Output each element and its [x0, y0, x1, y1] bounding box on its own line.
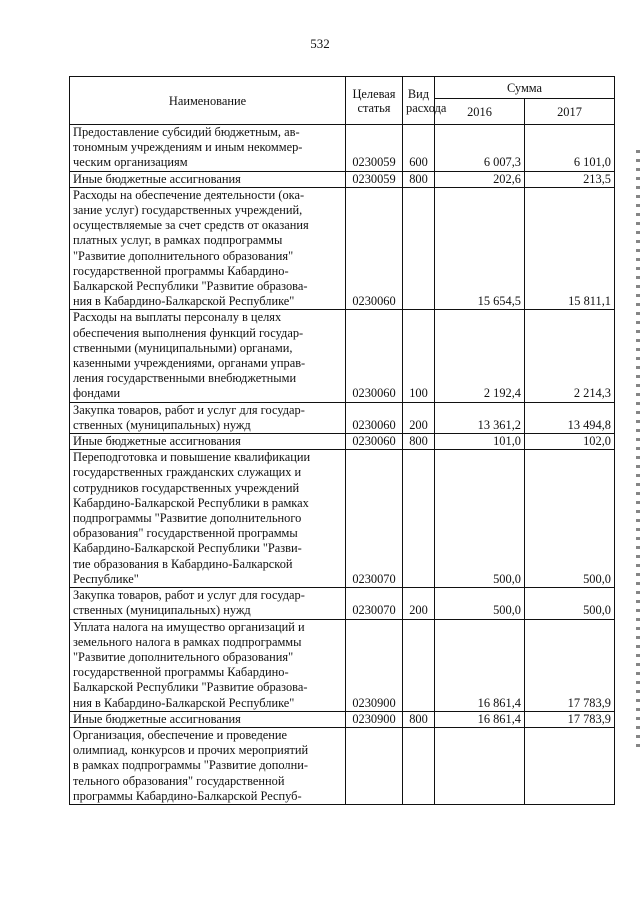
row-sum-2016: 16 861,4 — [435, 619, 525, 711]
header-name: Наименование — [70, 77, 346, 125]
row-sum-2017: 213,5 — [525, 171, 615, 187]
row-sum-2016: 13 361,2 — [435, 402, 525, 433]
table-row — [70, 125, 615, 172]
row-sum-2016: 15 654,5 — [435, 187, 525, 310]
table-row — [70, 450, 615, 588]
row-sum-2017: 500,0 — [525, 450, 615, 588]
row-code — [346, 727, 403, 804]
row-sum-2017: 2 214,3 — [525, 310, 615, 402]
row-sum-2017: 17 783,9 — [525, 619, 615, 711]
row-sum-2016: 500,0 — [435, 588, 525, 619]
row-vr: 600 — [403, 125, 435, 172]
table-row — [70, 171, 615, 187]
row-code: 0230900 — [346, 619, 403, 711]
table-row — [70, 711, 615, 727]
row-name: Закупка товаров, работ и услуг для государ- ственных (муниципальных) нужд — [70, 402, 346, 433]
header-sum: Сумма — [435, 77, 615, 99]
row-code: 0230900 — [346, 711, 403, 727]
header-vr: Вид расхода — [403, 77, 435, 125]
row-name: Иные бюджетные ассигнования — [70, 171, 346, 187]
row-vr: 800 — [403, 171, 435, 187]
table-row — [70, 434, 615, 450]
header-code: Целевая статья — [346, 77, 403, 125]
row-sum-2016: 6 007,3 — [435, 125, 525, 172]
row-name: Расходы на выплаты персоналу в целях обеспечения выполнения функций государ- ственными (муниципальными) органами, казенными учреждениями, органами управ- ления государственными внебюджетными фондами — [70, 310, 346, 402]
row-sum-2016: 101,0 — [435, 434, 525, 450]
row-name: Переподготовка и повышение квалификации государственных гражданских служащих и сотрудников государственных учреждений Кабардино-Балкарской Республики в рамках подпрограммы "Развитие дополнительного образования" государственной программы Кабардино-Балкарской Республики "Разви- тие образования в Кабардино-Балкарской Республике" — [70, 450, 346, 588]
row-code: 0230070 — [346, 588, 403, 619]
row-vr — [403, 450, 435, 588]
budget-table — [69, 76, 615, 805]
row-name: Иные бюджетные ассигнования — [70, 434, 346, 450]
row-sum-2017: 17 783,9 — [525, 711, 615, 727]
row-sum-2016: 16 861,4 — [435, 711, 525, 727]
row-name: Уплата налога на имущество организаций и земельного налога в рамках подпрограммы "Развитие дополнительного образования" государственной программы Кабардино- Балкарской Республики "Развитие образова- ния в Кабардино-Балкарской Республике" — [70, 619, 346, 711]
table-row — [70, 310, 615, 402]
row-vr: 800 — [403, 434, 435, 450]
row-code: 0230060 — [346, 402, 403, 433]
row-sum-2017: 15 811,1 — [525, 187, 615, 310]
row-code: 0230060 — [346, 187, 403, 310]
row-sum-2017: 13 494,8 — [525, 402, 615, 433]
row-vr: 200 — [403, 402, 435, 433]
table-row — [70, 619, 615, 711]
row-vr — [403, 187, 435, 310]
row-name: Иные бюджетные ассигнования — [70, 711, 346, 727]
table-row — [70, 727, 615, 804]
table-row — [70, 588, 615, 619]
row-vr: 100 — [403, 310, 435, 402]
row-name: Закупка товаров, работ и услуг для государ- ственных (муниципальных) нужд — [70, 588, 346, 619]
row-sum-2017: 6 101,0 — [525, 125, 615, 172]
row-sum-2016: 202,6 — [435, 171, 525, 187]
row-name: Организация, обеспечение и проведение олимпиад, конкурсов и прочих мероприятий в рамках подпрограммы "Развитие дополни- тельного образования" государственной программы Кабардино-Балкарской Респуб- — [70, 727, 346, 804]
row-name: Расходы на обеспечение деятельности (ока- зание услуг) государственных учреждений, осуществляемые за счет средств от оказания платных услуг, в рамках подпрограммы "Развитие дополнительного образования" государственной программы Кабардино- Балкарской Республики "Развитие образова- ния в Кабардино-Балкарской Республике" — [70, 187, 346, 310]
row-sum-2017 — [525, 727, 615, 804]
row-vr — [403, 727, 435, 804]
row-vr: 800 — [403, 711, 435, 727]
row-sum-2017: 102,0 — [525, 434, 615, 450]
row-sum-2016: 2 192,4 — [435, 310, 525, 402]
scan-edge-marks — [636, 150, 640, 750]
row-vr — [403, 619, 435, 711]
table-row — [70, 402, 615, 433]
header-year-2016: 2016 — [435, 99, 525, 125]
row-sum-2017: 500,0 — [525, 588, 615, 619]
row-code: 0230060 — [346, 434, 403, 450]
row-code: 0230060 — [346, 310, 403, 402]
row-vr: 200 — [403, 588, 435, 619]
table-row — [70, 187, 615, 310]
header-year-2017: 2017 — [525, 99, 615, 125]
row-name: Предоставление субсидий бюджетным, ав- тономным учреждениям и иным некоммер- ческим организациям — [70, 125, 346, 172]
row-sum-2016: 500,0 — [435, 450, 525, 588]
row-code: 0230059 — [346, 125, 403, 172]
row-code: 0230070 — [346, 450, 403, 588]
page-number: 532 — [310, 36, 330, 51]
row-sum-2016 — [435, 727, 525, 804]
row-code: 0230059 — [346, 171, 403, 187]
